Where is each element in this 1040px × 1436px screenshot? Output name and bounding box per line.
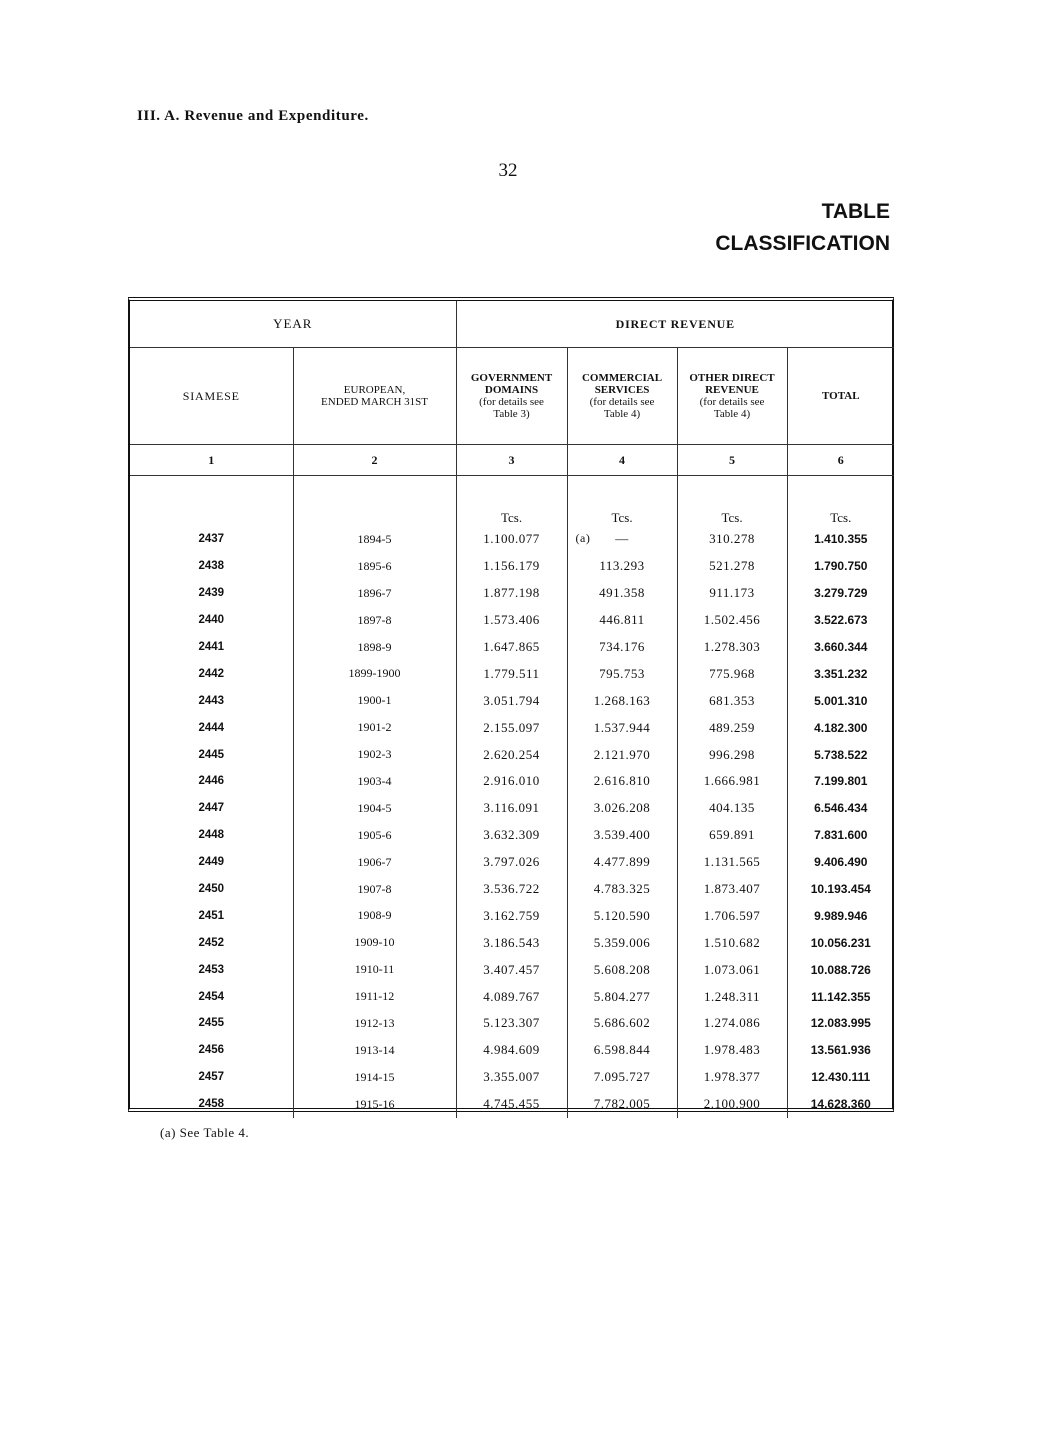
european-year-cell: 1900-1 [293, 687, 456, 714]
other-direct-revenue-cell: 659.891 [677, 822, 787, 849]
european-header [293, 348, 456, 445]
table-row [130, 714, 894, 741]
european-year-cell: 1915-16 [293, 1091, 456, 1118]
siamese-year-cell: 2456 [198, 1044, 225, 1057]
european-year-cell: 1899-1900 [293, 660, 456, 687]
table-title [715, 196, 890, 260]
total-cell: 1.790.750 [787, 553, 894, 580]
gov-header-l1: GOVERNMENT [470, 372, 553, 384]
european-year-cell: 1906-7 [293, 849, 456, 876]
commercial-services-cell: 4.783.325 [567, 876, 677, 903]
other-direct-revenue-cell: 1.502.456 [677, 607, 787, 634]
other-direct-revenue-header [677, 348, 787, 445]
total-cell: 9.406.490 [787, 849, 894, 876]
section-title: III. A. Revenue and Expenditure. [137, 108, 369, 124]
siamese-year-cell: 2454 [198, 990, 225, 1003]
table-row [130, 526, 894, 553]
government-domains-cell: 5.123.307 [456, 1010, 567, 1037]
commercial-services-cell [567, 526, 677, 553]
commercial-services-cell: 2.616.810 [567, 768, 677, 795]
government-domains-cell: 1.779.511 [456, 660, 567, 687]
commercial-services-cell: 5.359.006 [567, 929, 677, 956]
european-year-cell: 1895-6 [293, 553, 456, 580]
column-number: 6 [787, 445, 894, 476]
commercial-services-cell: 1.268.163 [567, 687, 677, 714]
direct-revenue-group-header: DIRECT REVENUE [456, 301, 894, 348]
government-domains-cell: 3.797.026 [456, 849, 567, 876]
commercial-services-cell: 5.686.602 [567, 1010, 677, 1037]
european-header-l1: EUROPEAN, [343, 384, 406, 396]
european-year-cell: 1902-3 [293, 741, 456, 768]
table-row [130, 660, 894, 687]
other-direct-revenue-cell: 996.298 [677, 741, 787, 768]
siamese-year-cell: 2448 [198, 829, 225, 842]
government-domains-cell: 3.116.091 [456, 795, 567, 822]
government-domains-cell: 2.620.254 [456, 741, 567, 768]
commercial-services-header [567, 348, 677, 445]
commercial-services-cell: 5.120.590 [567, 902, 677, 929]
cell-value: — [615, 531, 629, 547]
siamese-header: SIAMESE [130, 348, 293, 445]
com-header-l1: COMMERCIAL [581, 372, 663, 384]
government-domains-cell: 3.632.309 [456, 822, 567, 849]
oth-header-l3: (for details see [699, 396, 765, 408]
european-year-cell: 1914-15 [293, 1064, 456, 1091]
siamese-year-cell: 2455 [198, 1017, 225, 1030]
total-cell: 11.142.355 [787, 983, 894, 1010]
government-domains-cell: 4.745.455 [456, 1091, 567, 1118]
european-year-cell: 1909-10 [293, 929, 456, 956]
total-cell: 5.001.310 [787, 687, 894, 714]
table-row [130, 687, 894, 714]
table-row [130, 795, 894, 822]
commercial-services-cell: 6.598.844 [567, 1037, 677, 1064]
revenue-table [128, 297, 894, 1112]
table-row [130, 580, 894, 607]
table-row [130, 1091, 894, 1118]
european-header-l2: ENDED MARCH 31ST [321, 396, 428, 408]
commercial-services-cell: 5.804.277 [567, 983, 677, 1010]
european-year-cell: 1908-9 [293, 902, 456, 929]
oth-header-l4: Table 4) [713, 408, 751, 420]
european-year-cell: 1912-13 [293, 1010, 456, 1037]
column-header-row [130, 348, 894, 445]
government-domains-cell: 1.877.198 [456, 580, 567, 607]
gov-header-l4: Table 3) [493, 408, 530, 420]
siamese-year-cell: 2445 [198, 748, 225, 761]
group-header-row [130, 301, 894, 348]
page-number: 32 [498, 160, 518, 181]
commercial-services-cell: 7.782.005 [567, 1091, 677, 1118]
unit-label: Tcs. [567, 476, 677, 527]
other-direct-revenue-cell: 1.510.682 [677, 929, 787, 956]
other-direct-revenue-cell: 489.259 [677, 714, 787, 741]
total-cell: 3.522.673 [787, 607, 894, 634]
siamese-year-cell: 2441 [198, 641, 225, 653]
total-cell: 1.410.355 [787, 526, 894, 553]
siamese-year-cell: 2458 [198, 1098, 225, 1111]
table-row [130, 902, 894, 929]
commercial-services-cell: 4.477.899 [567, 849, 677, 876]
column-number: 2 [293, 445, 456, 476]
siamese-year-cell: 2439 [198, 587, 225, 600]
government-domains-header [456, 348, 567, 445]
siamese-year-cell: 2443 [198, 694, 225, 707]
siamese-year-cell: 2453 [198, 963, 225, 976]
total-cell: 12.430.111 [787, 1064, 894, 1091]
oth-header-l1: OTHER DIRECT [689, 372, 775, 384]
table-row [130, 634, 894, 661]
other-direct-revenue-cell: 775.968 [677, 660, 787, 687]
european-year-cell: 1896-7 [293, 580, 456, 607]
table-row [130, 1064, 894, 1091]
total-cell: 3.279.729 [787, 580, 894, 607]
table-row [130, 849, 894, 876]
commercial-services-cell: 3.539.400 [567, 822, 677, 849]
commercial-services-cell: 795.753 [567, 660, 677, 687]
total-cell: 6.546.434 [787, 795, 894, 822]
government-domains-cell: 2.155.097 [456, 714, 567, 741]
com-header-l2: SERVICES [594, 384, 650, 396]
com-header-l3: (for details see [589, 396, 655, 408]
government-domains-cell: 3.407.457 [456, 956, 567, 983]
siamese-year-cell: 2449 [198, 856, 225, 869]
european-year-cell: 1905-6 [293, 822, 456, 849]
siamese-year-cell: 2457 [198, 1071, 225, 1084]
column-number: 5 [677, 445, 787, 476]
total-cell: 5.738.522 [787, 741, 894, 768]
commercial-services-cell: 734.176 [567, 634, 677, 661]
other-direct-revenue-cell: 1.978.377 [677, 1064, 787, 1091]
other-direct-revenue-cell: 310.278 [677, 526, 787, 553]
table-row [130, 983, 894, 1010]
table-row [130, 956, 894, 983]
table-title-line2: CLASSIFICATION [715, 232, 890, 255]
government-domains-cell: 1.100.077 [456, 526, 567, 553]
total-cell: 7.831.600 [787, 822, 894, 849]
gov-header-l3: (for details see [479, 396, 544, 408]
government-domains-cell: 1.156.179 [456, 553, 567, 580]
other-direct-revenue-cell: 1.278.303 [677, 634, 787, 661]
unit-label: Tcs. [456, 476, 567, 527]
other-direct-revenue-cell: 1.873.407 [677, 876, 787, 903]
government-domains-cell: 3.355.007 [456, 1064, 567, 1091]
government-domains-cell: 2.916.010 [456, 768, 567, 795]
commercial-services-cell: 7.095.727 [567, 1064, 677, 1091]
commercial-services-cell: 5.608.208 [567, 956, 677, 983]
other-direct-revenue-cell: 1.706.597 [677, 902, 787, 929]
european-year-cell: 1911-12 [293, 983, 456, 1010]
european-year-cell: 1903-4 [293, 768, 456, 795]
siamese-year-cell: 2438 [198, 560, 225, 573]
other-direct-revenue-cell: 1.131.565 [677, 849, 787, 876]
total-cell: 14.628.360 [787, 1091, 894, 1118]
other-direct-revenue-cell: 2.100.900 [677, 1091, 787, 1118]
government-domains-cell: 3.162.759 [456, 902, 567, 929]
other-direct-revenue-cell: 681.353 [677, 687, 787, 714]
siamese-year-cell: 2444 [198, 721, 225, 734]
siamese-year-cell: 2440 [198, 614, 225, 627]
commercial-services-cell: 491.358 [567, 580, 677, 607]
year-group-header: YEAR [130, 301, 456, 348]
siamese-year-cell: 2451 [198, 909, 225, 922]
other-direct-revenue-cell: 1.666.981 [677, 768, 787, 795]
units-row [130, 476, 894, 527]
total-cell: 3.351.232 [787, 660, 894, 687]
european-year-cell: 1910-11 [293, 956, 456, 983]
other-direct-revenue-cell: 911.173 [677, 580, 787, 607]
table-row [130, 1037, 894, 1064]
other-direct-revenue-cell: 521.278 [677, 553, 787, 580]
total-cell: 12.083.995 [787, 1010, 894, 1037]
footnote: (a) See Table 4. [160, 1125, 250, 1140]
total-cell: 4.182.300 [787, 714, 894, 741]
government-domains-cell: 4.984.609 [456, 1037, 567, 1064]
other-direct-revenue-cell: 1.274.086 [677, 1010, 787, 1037]
siamese-year-cell: 2452 [198, 936, 225, 949]
column-number: 4 [567, 445, 677, 476]
european-year-cell: 1894-5 [293, 526, 456, 553]
column-number-row [130, 445, 894, 476]
siamese-year-cell: 2442 [198, 667, 225, 680]
unit-label: Tcs. [787, 476, 894, 527]
total-cell: 13.561.936 [787, 1037, 894, 1064]
table-row [130, 741, 894, 768]
table-row [130, 607, 894, 634]
european-year-cell: 1901-2 [293, 714, 456, 741]
european-year-cell: 1898-9 [293, 634, 456, 661]
commercial-services-cell: 446.811 [567, 607, 677, 634]
siamese-year-cell: 2450 [198, 883, 225, 896]
other-direct-revenue-cell: 1.073.061 [677, 956, 787, 983]
gov-header-l2: DOMAINS [484, 384, 539, 396]
european-year-cell: 1907-8 [293, 876, 456, 903]
com-header-l4: Table 4) [603, 408, 641, 420]
european-year-cell: 1904-5 [293, 795, 456, 822]
commercial-services-cell: 113.293 [567, 553, 677, 580]
government-domains-cell: 4.089.767 [456, 983, 567, 1010]
unit-label: Tcs. [677, 476, 787, 527]
government-domains-cell: 1.647.865 [456, 634, 567, 661]
table-row [130, 929, 894, 956]
other-direct-revenue-cell: 1.248.311 [677, 983, 787, 1010]
commercial-services-cell: 3.026.208 [567, 795, 677, 822]
government-domains-cell: 3.051.794 [456, 687, 567, 714]
total-cell: 10.088.726 [787, 956, 894, 983]
european-year-cell: 1897-8 [293, 607, 456, 634]
table-row [130, 822, 894, 849]
table-title-line1: TABLE [821, 200, 890, 223]
siamese-year-cell: 2437 [198, 533, 225, 546]
oth-header-l2: REVENUE [705, 384, 759, 396]
other-direct-revenue-cell: 404.135 [677, 795, 787, 822]
table-row [130, 876, 894, 903]
table-row [130, 768, 894, 795]
column-number: 3 [456, 445, 567, 476]
table-row [130, 1010, 894, 1037]
siamese-year-cell: 2447 [198, 802, 225, 815]
government-domains-cell: 3.536.722 [456, 876, 567, 903]
total-cell: 3.660.344 [787, 634, 894, 661]
total-cell: 9.989.946 [787, 902, 894, 929]
total-cell: 10.193.454 [787, 876, 894, 903]
total-header: TOTAL [787, 348, 894, 445]
other-direct-revenue-cell: 1.978.483 [677, 1037, 787, 1064]
column-number: 1 [130, 445, 293, 476]
government-domains-cell: 3.186.543 [456, 929, 567, 956]
siamese-year-cell: 2446 [198, 775, 225, 788]
government-domains-cell: 1.573.406 [456, 607, 567, 634]
commercial-services-cell: 1.537.944 [567, 714, 677, 741]
commercial-services-cell: 2.121.970 [567, 741, 677, 768]
total-cell: 7.199.801 [787, 768, 894, 795]
table-row [130, 553, 894, 580]
total-cell: 10.056.231 [787, 929, 894, 956]
european-year-cell: 1913-14 [293, 1037, 456, 1064]
footnote-marker: (a) [575, 531, 591, 546]
